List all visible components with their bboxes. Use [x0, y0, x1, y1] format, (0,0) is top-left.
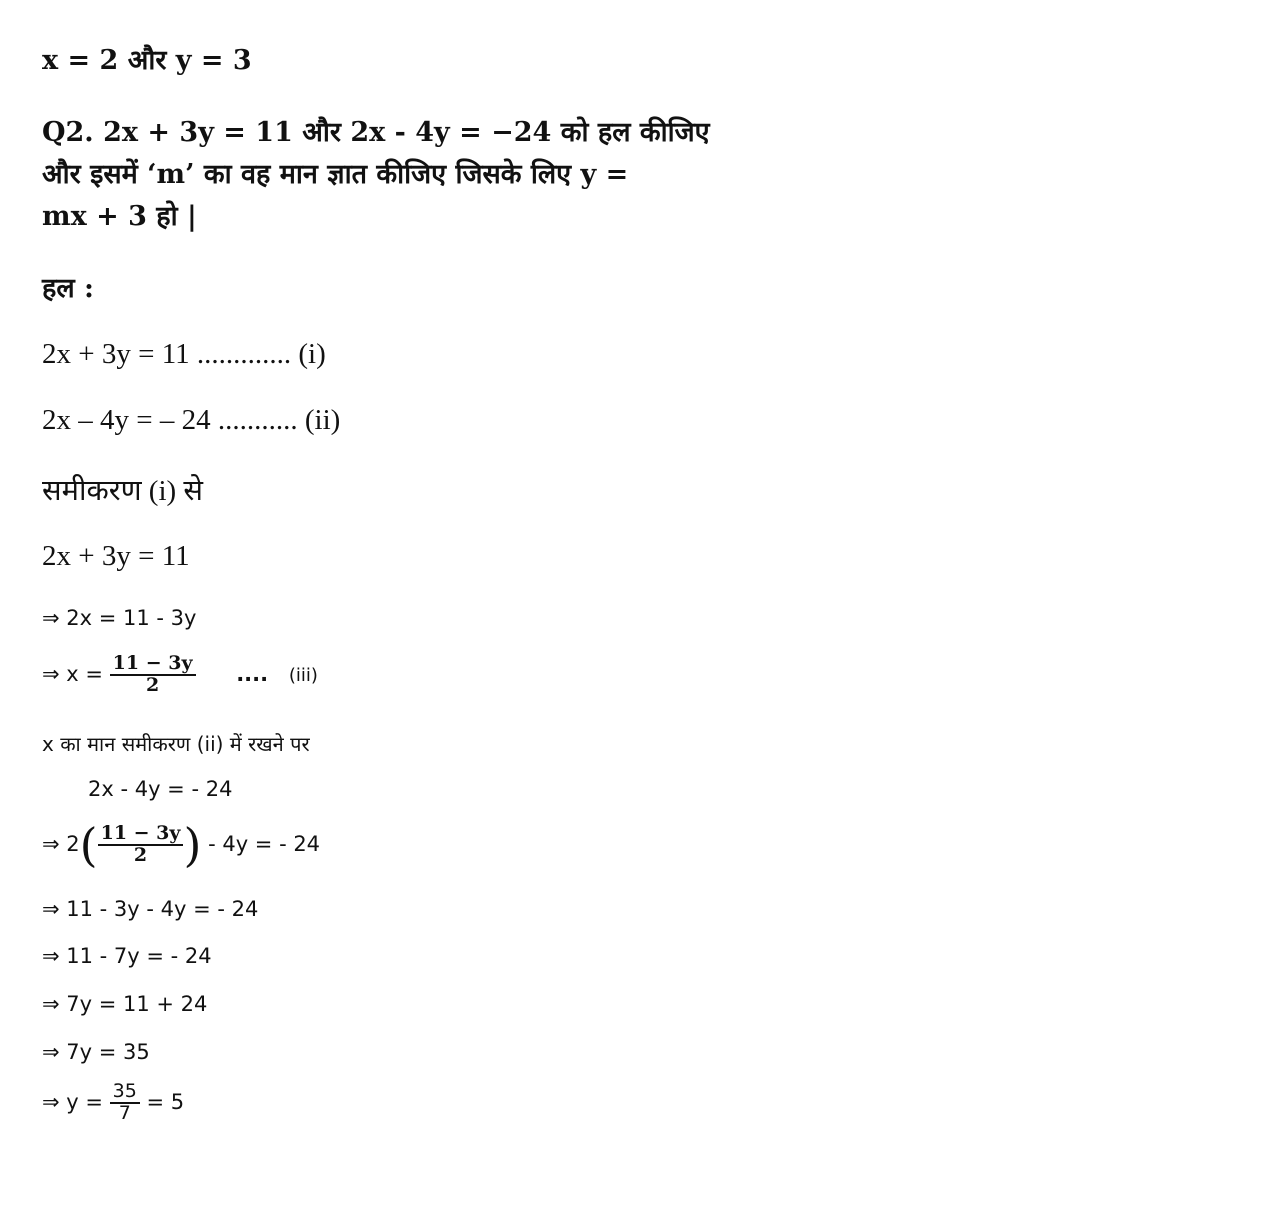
step-4: [42, 818, 320, 872]
fraction-y-numerator: 35: [110, 1082, 140, 1104]
step-3: 2x - 4y = - 24: [88, 777, 233, 801]
step-8: ⇒ 7y = 35: [42, 1040, 150, 1064]
question-line-3: mx + 3 हो |: [42, 201, 197, 232]
step-9-prefix: ⇒ y =: [42, 1089, 110, 1114]
solution-heading: हल :: [42, 273, 95, 304]
fraction-x-denominator: 2: [145, 673, 160, 696]
step-9: [42, 1082, 184, 1124]
fraction-sub-numerator: 11 − 3y: [98, 824, 184, 846]
step-9-suffix: = 5: [139, 1089, 185, 1114]
step-5: ⇒ 11 - 3y - 4y = - 24: [42, 897, 259, 921]
fraction-x: [110, 654, 196, 696]
substitution-note: x का मान समीकरण (ii) में रखने पर: [42, 732, 310, 756]
question-line-1: Q2. 2x + 3y = 11 और 2x - 4y = −24 को हल कीजिए: [42, 117, 710, 148]
close-paren: ): [183, 818, 202, 872]
step-6: ⇒ 11 - 7y = - 24: [42, 944, 212, 968]
step-2-prefix: ⇒ x =: [42, 661, 110, 686]
step-1: ⇒ 2x = 11 - 3y: [42, 606, 197, 630]
question-line-2: और इसमें ‘m’ का वह मान ज्ञात कीजिए जिसके लिए y =: [42, 159, 629, 190]
step-2: [42, 654, 318, 696]
step-2-tag: (iii): [288, 664, 318, 686]
fraction-sub: [98, 824, 184, 866]
fraction-sub-denominator: 2: [133, 844, 148, 866]
step-4-suffix: - 4y = - 24: [201, 832, 321, 856]
equation-1: 2x + 3y = 11 ............. (i): [42, 338, 326, 370]
fraction-y: [110, 1082, 140, 1124]
fraction-x-numerator: 11 − 3y: [110, 654, 196, 676]
step-4-prefix: ⇒ 2: [42, 832, 80, 856]
fraction-y-denominator: 7: [118, 1101, 131, 1124]
open-paren: (: [79, 818, 98, 872]
result-line: x = 2 और y = 3: [42, 45, 252, 76]
from-equation-label: समीकरण (i) से: [42, 475, 204, 507]
step-2-dots: ....: [236, 661, 269, 686]
equation-1-restated: 2x + 3y = 11: [42, 540, 190, 572]
equation-2: 2x – 4y = – 24 ........... (ii): [42, 404, 341, 436]
step-7: ⇒ 7y = 11 + 24: [42, 992, 208, 1016]
